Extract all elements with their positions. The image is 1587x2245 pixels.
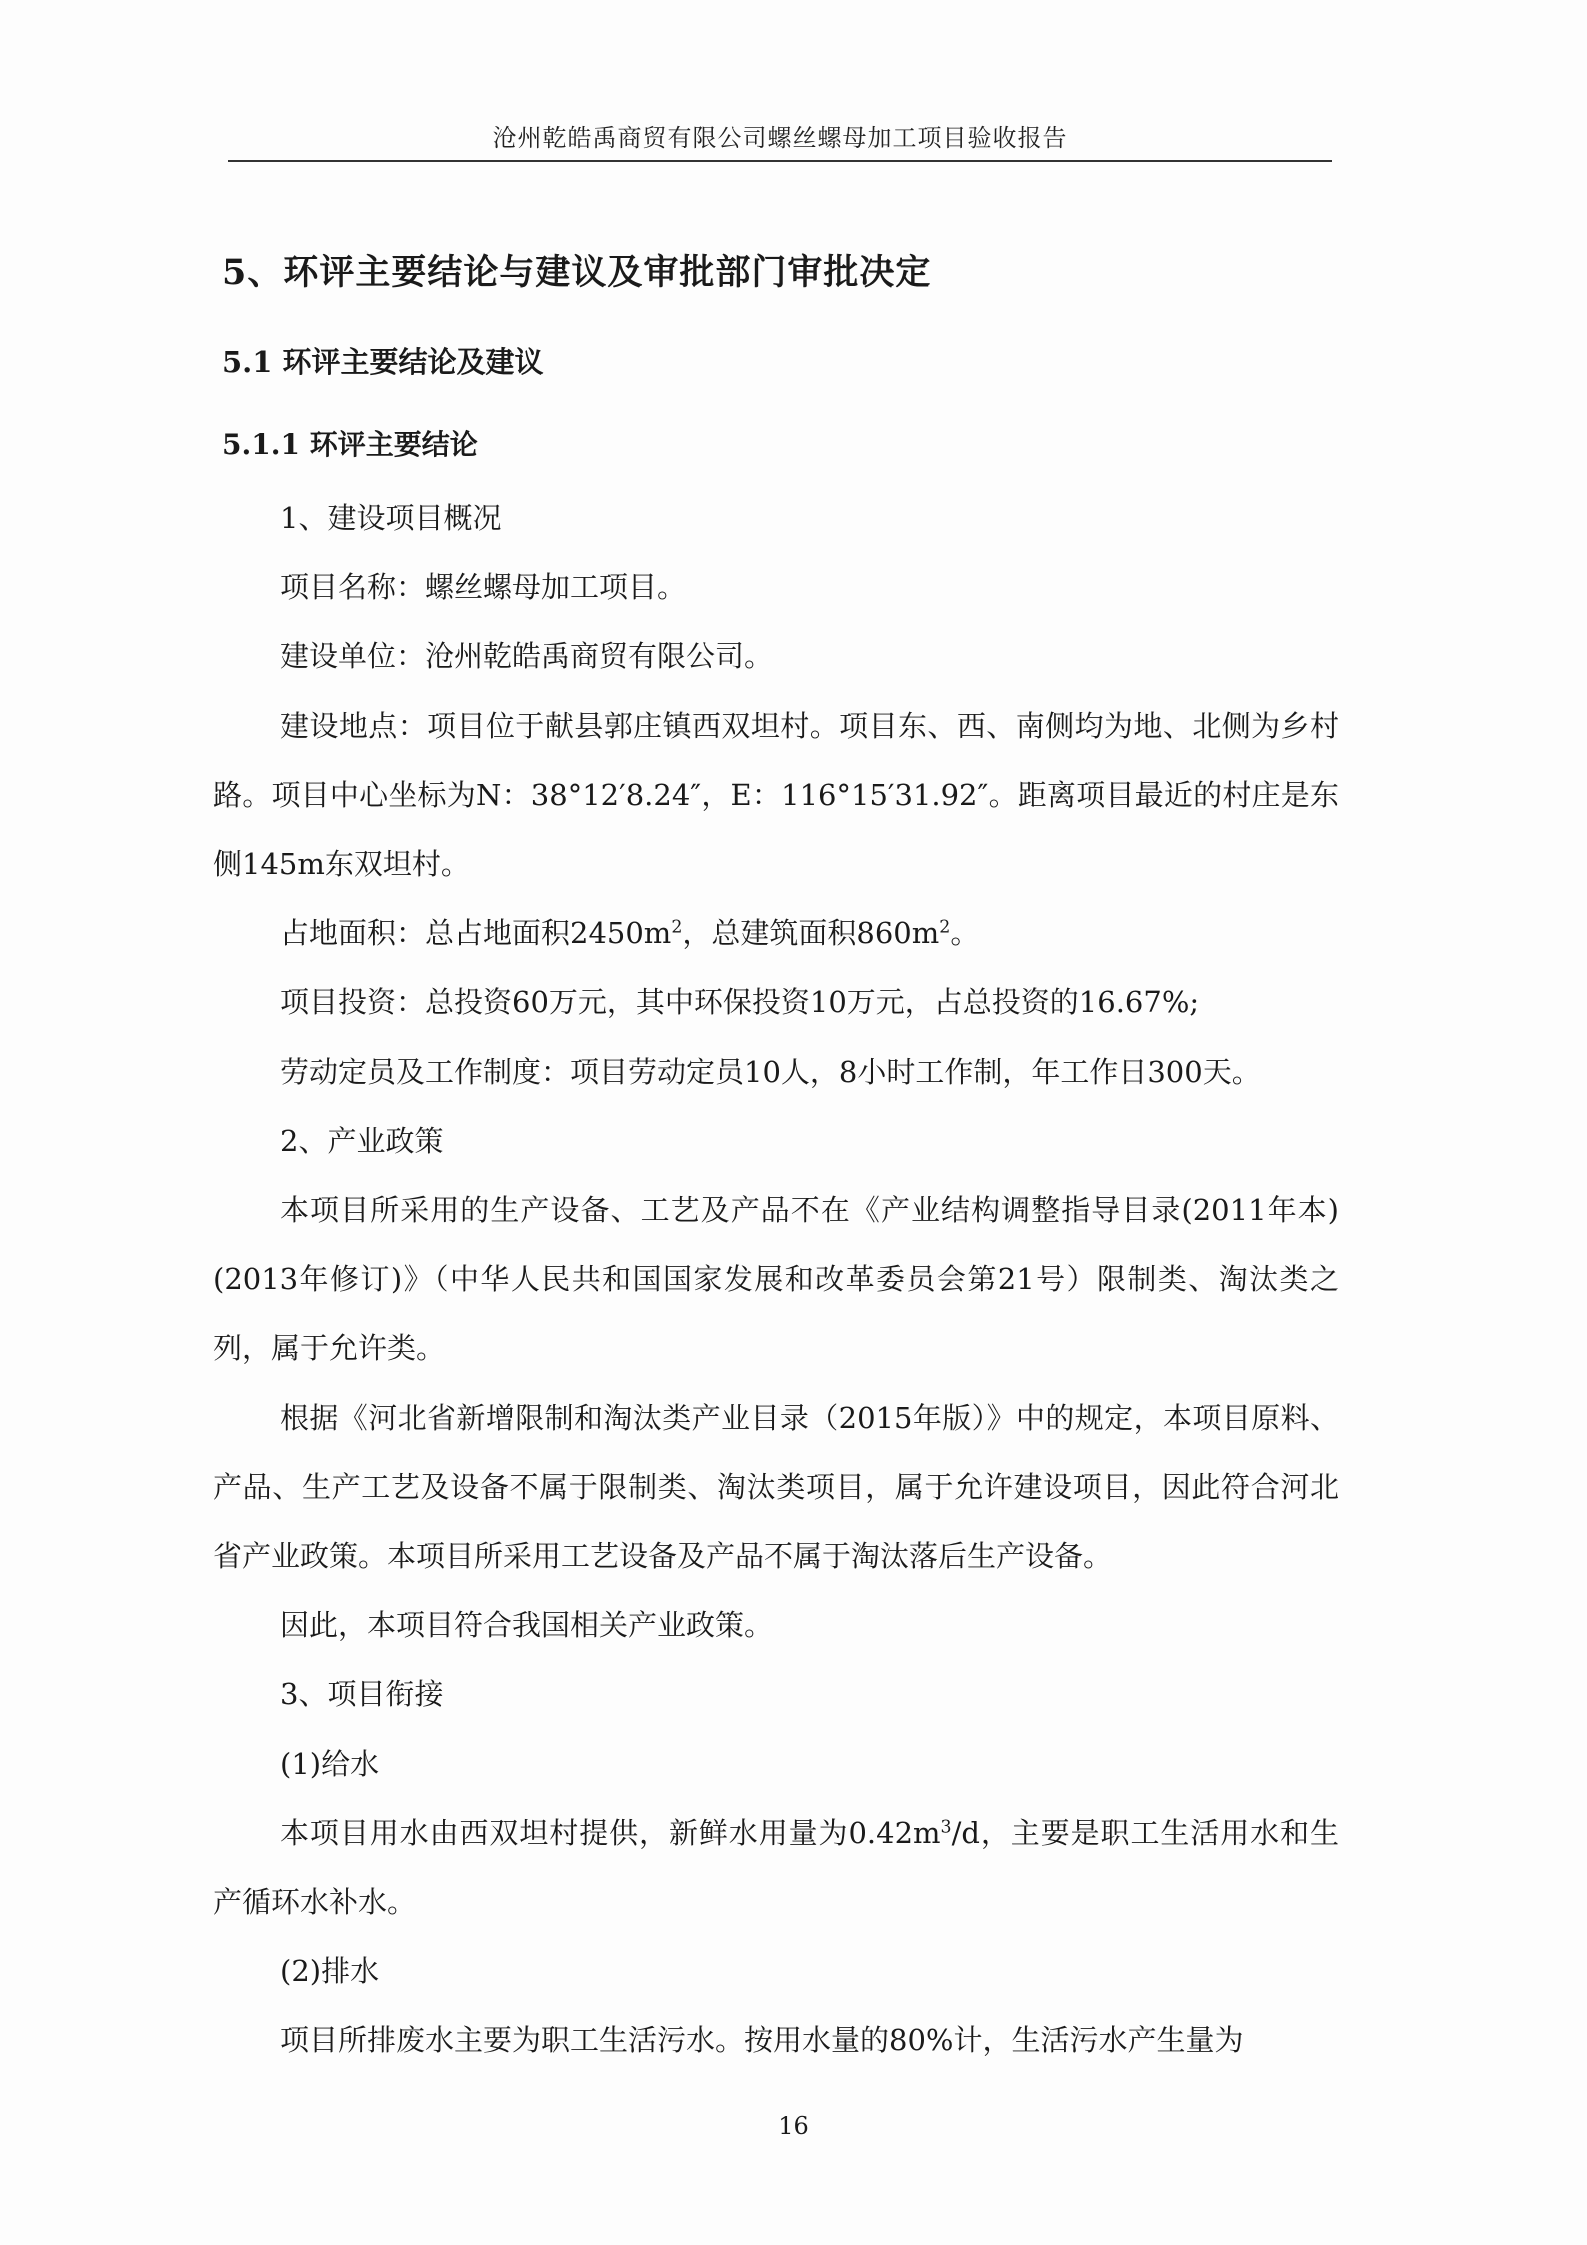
paragraph-drainage: 项目所排废水主要为职工生活污水。按用水量的80%计，生活污水产生量为	[280, 2023, 1244, 2058]
paragraph-policy-conclusion: 因此，本项目符合我国相关产业政策。	[280, 1608, 774, 1643]
subitem-drainage: (2)排水	[280, 1954, 380, 1989]
item-heading-policy: 2、产业政策	[280, 1123, 444, 1158]
section-heading: 5、环评主要结论与建议及审批部门审批决定	[222, 252, 932, 293]
superscript: 2	[671, 917, 683, 938]
page-number: 16	[778, 2112, 809, 2140]
subsection-heading: 5.1 环评主要结论及建议	[222, 345, 544, 379]
header-divider	[228, 160, 1332, 162]
superscript: 3	[940, 1817, 952, 1838]
area-text-1: 占地面积：总占地面积2450m	[280, 916, 672, 951]
paragraph-policy-1: 本项目所采用的生产设备、工艺及产品不在《产业结构调整指导目录(2011年本)(2013年修订)》（中华人民共和国国家发展和改革委员会第21号）限制类、淘汰类之列，属于允许类。	[213, 1193, 1339, 1366]
paragraph-water-supply	[213, 1799, 1339, 1937]
water-text-1: 本项目用水由西双坦村提供，新鲜水用量为0.42m	[280, 1815, 941, 1850]
area-text-3: 。	[950, 916, 980, 951]
running-header: 沧州乾皓禹商贸有限公司螺丝螺母加工项目验收报告	[492, 124, 1068, 152]
paragraph-policy-2: 根据《河北省新增限制和淘汰类产业目录（2015年版）》中的规定，本项目原料、产品、生产工艺及设备不属于限制类、淘汰类项目，属于允许建设项目，因此符合河北省产业政策。本项目所采用工艺设备及产品不属于淘汰落后生产设备。	[213, 1400, 1339, 1574]
subitem-water-supply: (1)给水	[280, 1746, 380, 1781]
paragraph-area	[213, 899, 1339, 968]
water-text-2: /d，主要是职工生活用水和生产循环水补水。	[213, 1815, 1339, 1920]
paragraph-location: 建设地点：项目位于献县郭庄镇西双坦村。项目东、西、南侧均为地、北侧为乡村路。项目中心坐标为N：38°12′8.24″，E：116°15′31.92″。距离项目最近的村庄是东侧145m东双坦村。	[213, 708, 1339, 882]
body-text	[213, 484, 1339, 2076]
paragraph-investment: 项目投资：总投资60万元，其中环保投资10万元，占总投资的16.67%;	[280, 985, 1200, 1020]
paragraph-construction-unit: 建设单位：沧州乾皓禹商贸有限公司。	[280, 639, 774, 674]
paragraph-staffing: 劳动定员及工作制度：项目劳动定员10人，8小时工作制，年工作日300天。	[280, 1054, 1261, 1089]
item-heading-connection: 3、项目衔接	[280, 1677, 444, 1712]
sub-subsection-heading: 5.1.1 环评主要结论	[222, 428, 478, 461]
superscript: 2	[939, 917, 951, 938]
item-heading-overview: 1、建设项目概况	[280, 501, 502, 535]
paragraph-project-name: 项目名称：螺丝螺母加工项目。	[280, 570, 687, 605]
area-text-2: ，总建筑面积860m	[682, 916, 940, 951]
